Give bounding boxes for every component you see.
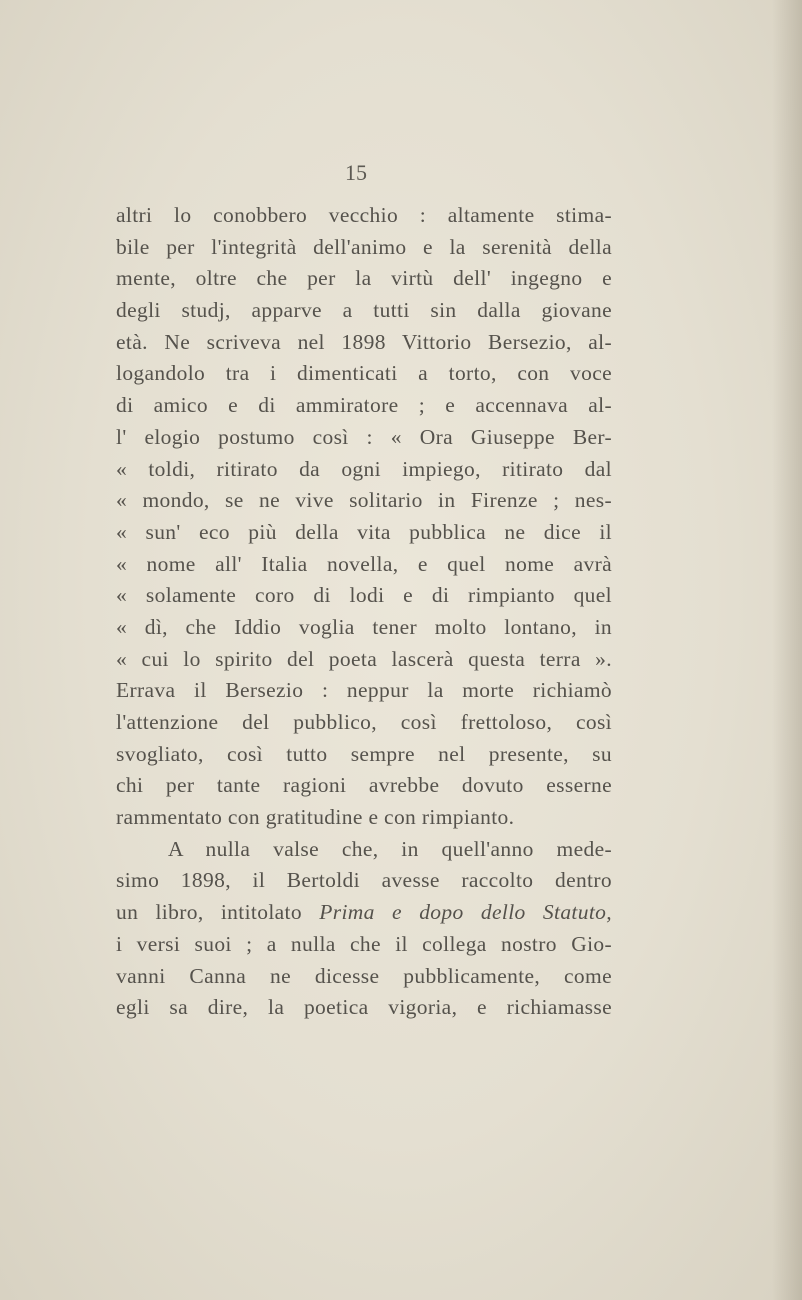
- text-line: logandolo tra i dimenticati a torto, con voce: [116, 361, 612, 386]
- text-line: l'attenzione del pubblico, così frettoloso, così: [116, 710, 612, 734]
- text-line: Errava il Bersezio : neppur la morte richiamò: [116, 678, 612, 703]
- text-line: « cui lo spirito del poeta lascerà questa terra ».: [116, 646, 612, 671]
- text-line: « dì, che Iddio voglia tener molto lontano, in: [116, 614, 612, 639]
- text-line: mente, oltre che per la virtù dell' ingegno e: [116, 266, 612, 291]
- text-line: vanni Canna ne dicesse pubblicamente, come: [116, 963, 612, 988]
- text-line: « mondo, se ne vive solitario in Firenze ; nes-: [116, 488, 612, 513]
- text-line: « solamente coro di lodi e di rimpianto quel: [116, 583, 612, 608]
- body-text: [116, 200, 612, 1024]
- text-line: simo 1898, il Bertoldi avesse raccolto dentro: [116, 868, 612, 893]
- text-line: età. Ne scriveva nel 1898 Vittorio Bersezio, al-: [116, 329, 612, 354]
- book-title: Prima e dopo dello Statuto,: [319, 900, 612, 925]
- text-line: chi per tante ragioni avrebbe dovuto esserne: [116, 773, 612, 798]
- text-line: di amico e di ammiratore ; e accennava al-: [116, 393, 612, 418]
- text-line: rammentato con gratitudine e con rimpianto.: [116, 805, 515, 830]
- text-line: egli sa dire, la poetica vigoria, e richiamasse: [116, 995, 612, 1020]
- text-segment: un libro, intitolato: [116, 900, 320, 925]
- text-line: « nome all' Italia novella, e quel nome avrà: [116, 551, 612, 576]
- text-line: degli studj, apparve a tutti sin dalla giovane: [116, 298, 612, 323]
- text-line: i versi suoi ; a nulla che il collega nostro Gio-: [116, 931, 612, 956]
- text-line: « sun' eco più della vita pubblica ne dice il: [116, 519, 612, 544]
- text-line: A nulla valse che, in quell'anno mede-: [168, 836, 612, 861]
- text-line: svogliato, così tutto sempre nel presente, su: [116, 741, 612, 766]
- text-line: l' elogio postumo così : « Ora Giuseppe Ber-: [116, 424, 612, 449]
- text-line: bile per l'integrità dell'animo e la serenità della: [116, 234, 612, 259]
- page-number: 15: [345, 160, 367, 185]
- text-line: altri lo conobbero vecchio : altamente stima-: [116, 203, 612, 227]
- text-line: « toldi, ritirato da ogni impiego, ritirato dal: [116, 456, 612, 481]
- text-line-with-title: [116, 897, 612, 929]
